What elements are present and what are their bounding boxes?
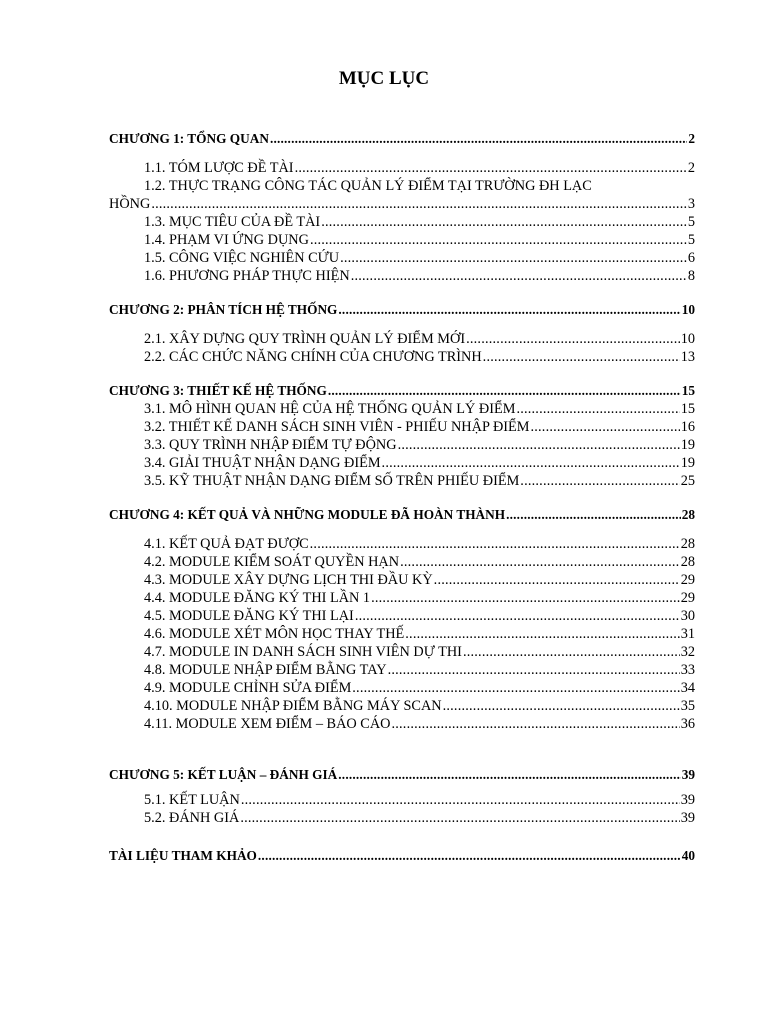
toc-leader-dots bbox=[338, 766, 680, 784]
toc-chapter-title: CHƯƠNG 2: PHÂN TÍCH HỆ THỐNG bbox=[109, 302, 338, 317]
toc-leader-dots bbox=[516, 400, 679, 418]
toc-page-number: 34 bbox=[680, 680, 695, 696]
toc-item-title-cont: HỒNG bbox=[109, 196, 151, 212]
toc-item-title: 1.5. CÔNG VIỆC NGHIÊN CỨU bbox=[144, 250, 340, 266]
table-of-contents bbox=[109, 130, 695, 865]
toc-page-number: 15 bbox=[680, 401, 695, 417]
toc-page-number: 2 bbox=[688, 131, 695, 146]
toc-leader-dots bbox=[405, 625, 679, 643]
toc-leader-dots bbox=[328, 382, 681, 400]
toc-item-3-4[interactable] bbox=[109, 454, 695, 472]
toc-item-title: 2.2. CÁC CHỨC NĂNG CHÍNH CỦA CHƯƠNG TRÌNH bbox=[144, 349, 482, 365]
toc-leader-dots bbox=[398, 436, 680, 454]
toc-leader-dots bbox=[338, 301, 680, 319]
toc-page-number: 28 bbox=[680, 554, 695, 570]
toc-leader-dots bbox=[352, 679, 679, 697]
toc-item-1-1[interactable] bbox=[109, 159, 695, 177]
toc-page-number: 5 bbox=[687, 214, 695, 230]
toc-item-title: 4.1. KẾT QUẢ ĐẠT ĐƯỢC bbox=[144, 536, 309, 552]
toc-page-number: 39 bbox=[680, 792, 695, 808]
toc-leader-dots bbox=[463, 643, 680, 661]
toc-item-2-1[interactable] bbox=[109, 330, 695, 348]
toc-leader-dots bbox=[351, 267, 687, 285]
toc-item-2-2[interactable] bbox=[109, 348, 695, 366]
toc-item-title: 4.8. MODULE NHẬP ĐIỂM BẰNG TAY bbox=[144, 662, 387, 678]
toc-page-number: 29 bbox=[680, 572, 695, 588]
toc-leader-dots bbox=[371, 589, 680, 607]
toc-item-1-3[interactable] bbox=[109, 213, 695, 231]
toc-item-4-2[interactable] bbox=[109, 553, 695, 571]
toc-item-4-7[interactable] bbox=[109, 643, 695, 661]
toc-item-3-5[interactable] bbox=[109, 472, 695, 490]
toc-chapter-3[interactable] bbox=[109, 382, 695, 400]
toc-item-title: 4.10. MODULE NHẬP ĐIỂM BẰNG MÁY SCAN bbox=[144, 698, 442, 714]
toc-item-3-2[interactable] bbox=[109, 418, 695, 436]
toc-page-number: 5 bbox=[687, 232, 695, 248]
toc-item-title: 4.7. MODULE IN DANH SÁCH SINH VIÊN DỰ THI bbox=[144, 644, 462, 660]
toc-item-title: 4.5. MODULE ĐĂNG KÝ THI LẠI bbox=[144, 608, 354, 624]
toc-chapter-title: CHƯƠNG 5: KẾT LUẬN – ĐÁNH GIÁ bbox=[109, 767, 338, 782]
toc-page-number: 15 bbox=[681, 383, 695, 398]
toc-leader-dots bbox=[483, 348, 680, 366]
toc-item-3-1[interactable] bbox=[109, 400, 695, 418]
toc-page-number: 40 bbox=[681, 848, 695, 863]
toc-page-number: 39 bbox=[680, 810, 695, 826]
toc-item-title: 5.1. KẾT LUẬN bbox=[144, 792, 240, 808]
toc-chapter-title: CHƯƠNG 1: TỔNG QUAN bbox=[109, 131, 269, 146]
toc-page-number: 31 bbox=[680, 626, 695, 642]
toc-item-title: 1.6. PHƯƠNG PHÁP THỰC HIỆN bbox=[144, 268, 350, 284]
toc-item-title: 1.1. TÓM LƯỢC ĐỀ TÀI bbox=[144, 160, 294, 176]
toc-item-title: 2.1. XÂY DỰNG QUY TRÌNH QUẢN LÝ ĐIỂM MỚI bbox=[144, 331, 466, 347]
toc-page-number: 28 bbox=[681, 507, 695, 522]
toc-item-5-2[interactable] bbox=[109, 809, 695, 827]
toc-item-1-2[interactable] bbox=[109, 195, 695, 213]
toc-item-title: 3.2. THIẾT KẾ DANH SÁCH SINH VIÊN - PHIẾU NHẬP ĐIỂM bbox=[144, 419, 530, 435]
toc-page-number: 3 bbox=[687, 196, 695, 212]
toc-item-title: 3.4. GIẢI THUẬT NHẬN DẠNG ĐIỂM bbox=[144, 455, 381, 471]
toc-chapter-title: CHƯƠNG 4: KẾT QUẢ VÀ NHỮNG MODULE ĐÃ HOÀN THÀNH bbox=[109, 507, 506, 522]
toc-page-number: 13 bbox=[680, 349, 695, 365]
toc-leader-dots bbox=[434, 571, 680, 589]
toc-item-1-5[interactable] bbox=[109, 249, 695, 267]
toc-leader-dots bbox=[391, 715, 679, 733]
toc-item-title: 3.3. QUY TRÌNH NHẬP ĐIỂM TỰ ĐỘNG bbox=[144, 437, 397, 453]
toc-leader-dots bbox=[382, 454, 680, 472]
toc-leader-dots bbox=[355, 607, 680, 625]
toc-page-number: 19 bbox=[680, 455, 695, 471]
toc-item-title: 4.3. MODULE XÂY DỰNG LỊCH THI ĐẦU KỲ bbox=[144, 572, 433, 588]
toc-page-number: 19 bbox=[680, 437, 695, 453]
toc-chapter-4[interactable] bbox=[109, 506, 695, 524]
toc-leader-dots bbox=[443, 697, 680, 715]
toc-leader-dots bbox=[241, 791, 680, 809]
toc-leader-dots bbox=[388, 661, 680, 679]
toc-leader-dots bbox=[270, 130, 687, 148]
toc-item-3-3[interactable] bbox=[109, 436, 695, 454]
toc-item-title: 4.2. MODULE KIỂM SOÁT QUYỀN HẠN bbox=[144, 554, 400, 570]
toc-page-number: 16 bbox=[680, 419, 695, 435]
toc-item-4-8[interactable] bbox=[109, 661, 695, 679]
toc-page-number: 28 bbox=[680, 536, 695, 552]
toc-leader-dots bbox=[520, 472, 679, 490]
toc-leader-dots bbox=[340, 249, 687, 267]
toc-page-number: 29 bbox=[680, 590, 695, 606]
toc-item-title: 4.4. MODULE ĐĂNG KÝ THI LẦN 1 bbox=[144, 590, 371, 606]
toc-page-number: 10 bbox=[681, 302, 695, 317]
toc-item-4-11[interactable] bbox=[109, 715, 695, 733]
toc-item-1-4[interactable] bbox=[109, 231, 695, 249]
toc-references[interactable] bbox=[109, 847, 695, 865]
toc-item-title: 1.3. MỤC TIÊU CỦA ĐỀ TÀI bbox=[144, 214, 321, 230]
toc-chapter-title: CHƯƠNG 3: THIẾT KẾ HỆ THỐNG bbox=[109, 383, 327, 398]
toc-chapter-5[interactable] bbox=[109, 766, 695, 784]
toc-item-title: 4.11. MODULE XEM ĐIỂM – BÁO CÁO bbox=[144, 716, 391, 732]
toc-item-4-9[interactable] bbox=[109, 679, 695, 697]
toc-item-5-1[interactable] bbox=[109, 791, 695, 809]
toc-page-number: 2 bbox=[687, 160, 695, 176]
toc-item-4-4[interactable] bbox=[109, 589, 695, 607]
toc-page-number: 36 bbox=[680, 716, 695, 732]
toc-item-4-5[interactable] bbox=[109, 607, 695, 625]
toc-page-number: 35 bbox=[680, 698, 695, 714]
toc-item-1-2-line1[interactable]: 1.2. THỰC TRẠNG CÔNG TÁC QUẢN LÝ ĐIỂM TẠI TRƯỜNG ĐH LẠC bbox=[144, 178, 592, 194]
toc-chapter-1[interactable] bbox=[109, 130, 695, 148]
toc-leader-dots bbox=[466, 330, 680, 348]
toc-page-number: 30 bbox=[680, 608, 695, 624]
toc-leader-dots bbox=[240, 809, 679, 827]
page-title: MỤC LỤC bbox=[338, 68, 430, 89]
toc-page-number: 39 bbox=[681, 767, 695, 782]
toc-item-title: 3.5. KỸ THUẬT NHẬN DẠNG ĐIỂM SỐ TRÊN PHIẾU ĐIỂM bbox=[144, 473, 520, 489]
toc-item-4-6[interactable] bbox=[109, 625, 695, 643]
toc-page-number: 25 bbox=[680, 473, 695, 489]
toc-leader-dots bbox=[400, 553, 680, 571]
toc-page-number: 6 bbox=[687, 250, 695, 266]
toc-references-title: TÀI LIỆU THAM KHẢO bbox=[109, 848, 257, 863]
toc-page-number: 10 bbox=[680, 331, 695, 347]
toc-item-title: 1.4. PHẠM VI ỨNG DỤNG bbox=[144, 232, 309, 248]
toc-leader-dots bbox=[506, 506, 681, 524]
toc-leader-dots bbox=[295, 159, 687, 177]
toc-page-number: 32 bbox=[680, 644, 695, 660]
toc-chapter-2[interactable] bbox=[109, 301, 695, 319]
toc-leader-dots bbox=[530, 418, 679, 436]
toc-item-4-1[interactable] bbox=[109, 535, 695, 553]
toc-leader-dots bbox=[151, 195, 687, 213]
toc-leader-dots bbox=[321, 213, 687, 231]
toc-item-1-6[interactable] bbox=[109, 267, 695, 285]
toc-item-4-3[interactable] bbox=[109, 571, 695, 589]
toc-leader-dots bbox=[310, 535, 680, 553]
toc-page-number: 8 bbox=[687, 268, 695, 284]
toc-leader-dots bbox=[258, 847, 681, 865]
toc-page-number: 33 bbox=[680, 662, 695, 678]
toc-item-title: 5.2. ĐÁNH GIÁ bbox=[144, 810, 240, 826]
toc-item-title: 4.6. MODULE XÉT MÔN HỌC THAY THẾ bbox=[144, 626, 405, 642]
toc-leader-dots bbox=[310, 231, 687, 249]
toc-item-title: 3.1. MÔ HÌNH QUAN HỆ CỦA HỆ THỐNG QUẢN LÝ ĐIỂM bbox=[144, 401, 516, 417]
toc-item-title: 4.9. MODULE CHỈNH SỬA ĐIỂM bbox=[144, 680, 352, 696]
toc-item-4-10[interactable] bbox=[109, 697, 695, 715]
